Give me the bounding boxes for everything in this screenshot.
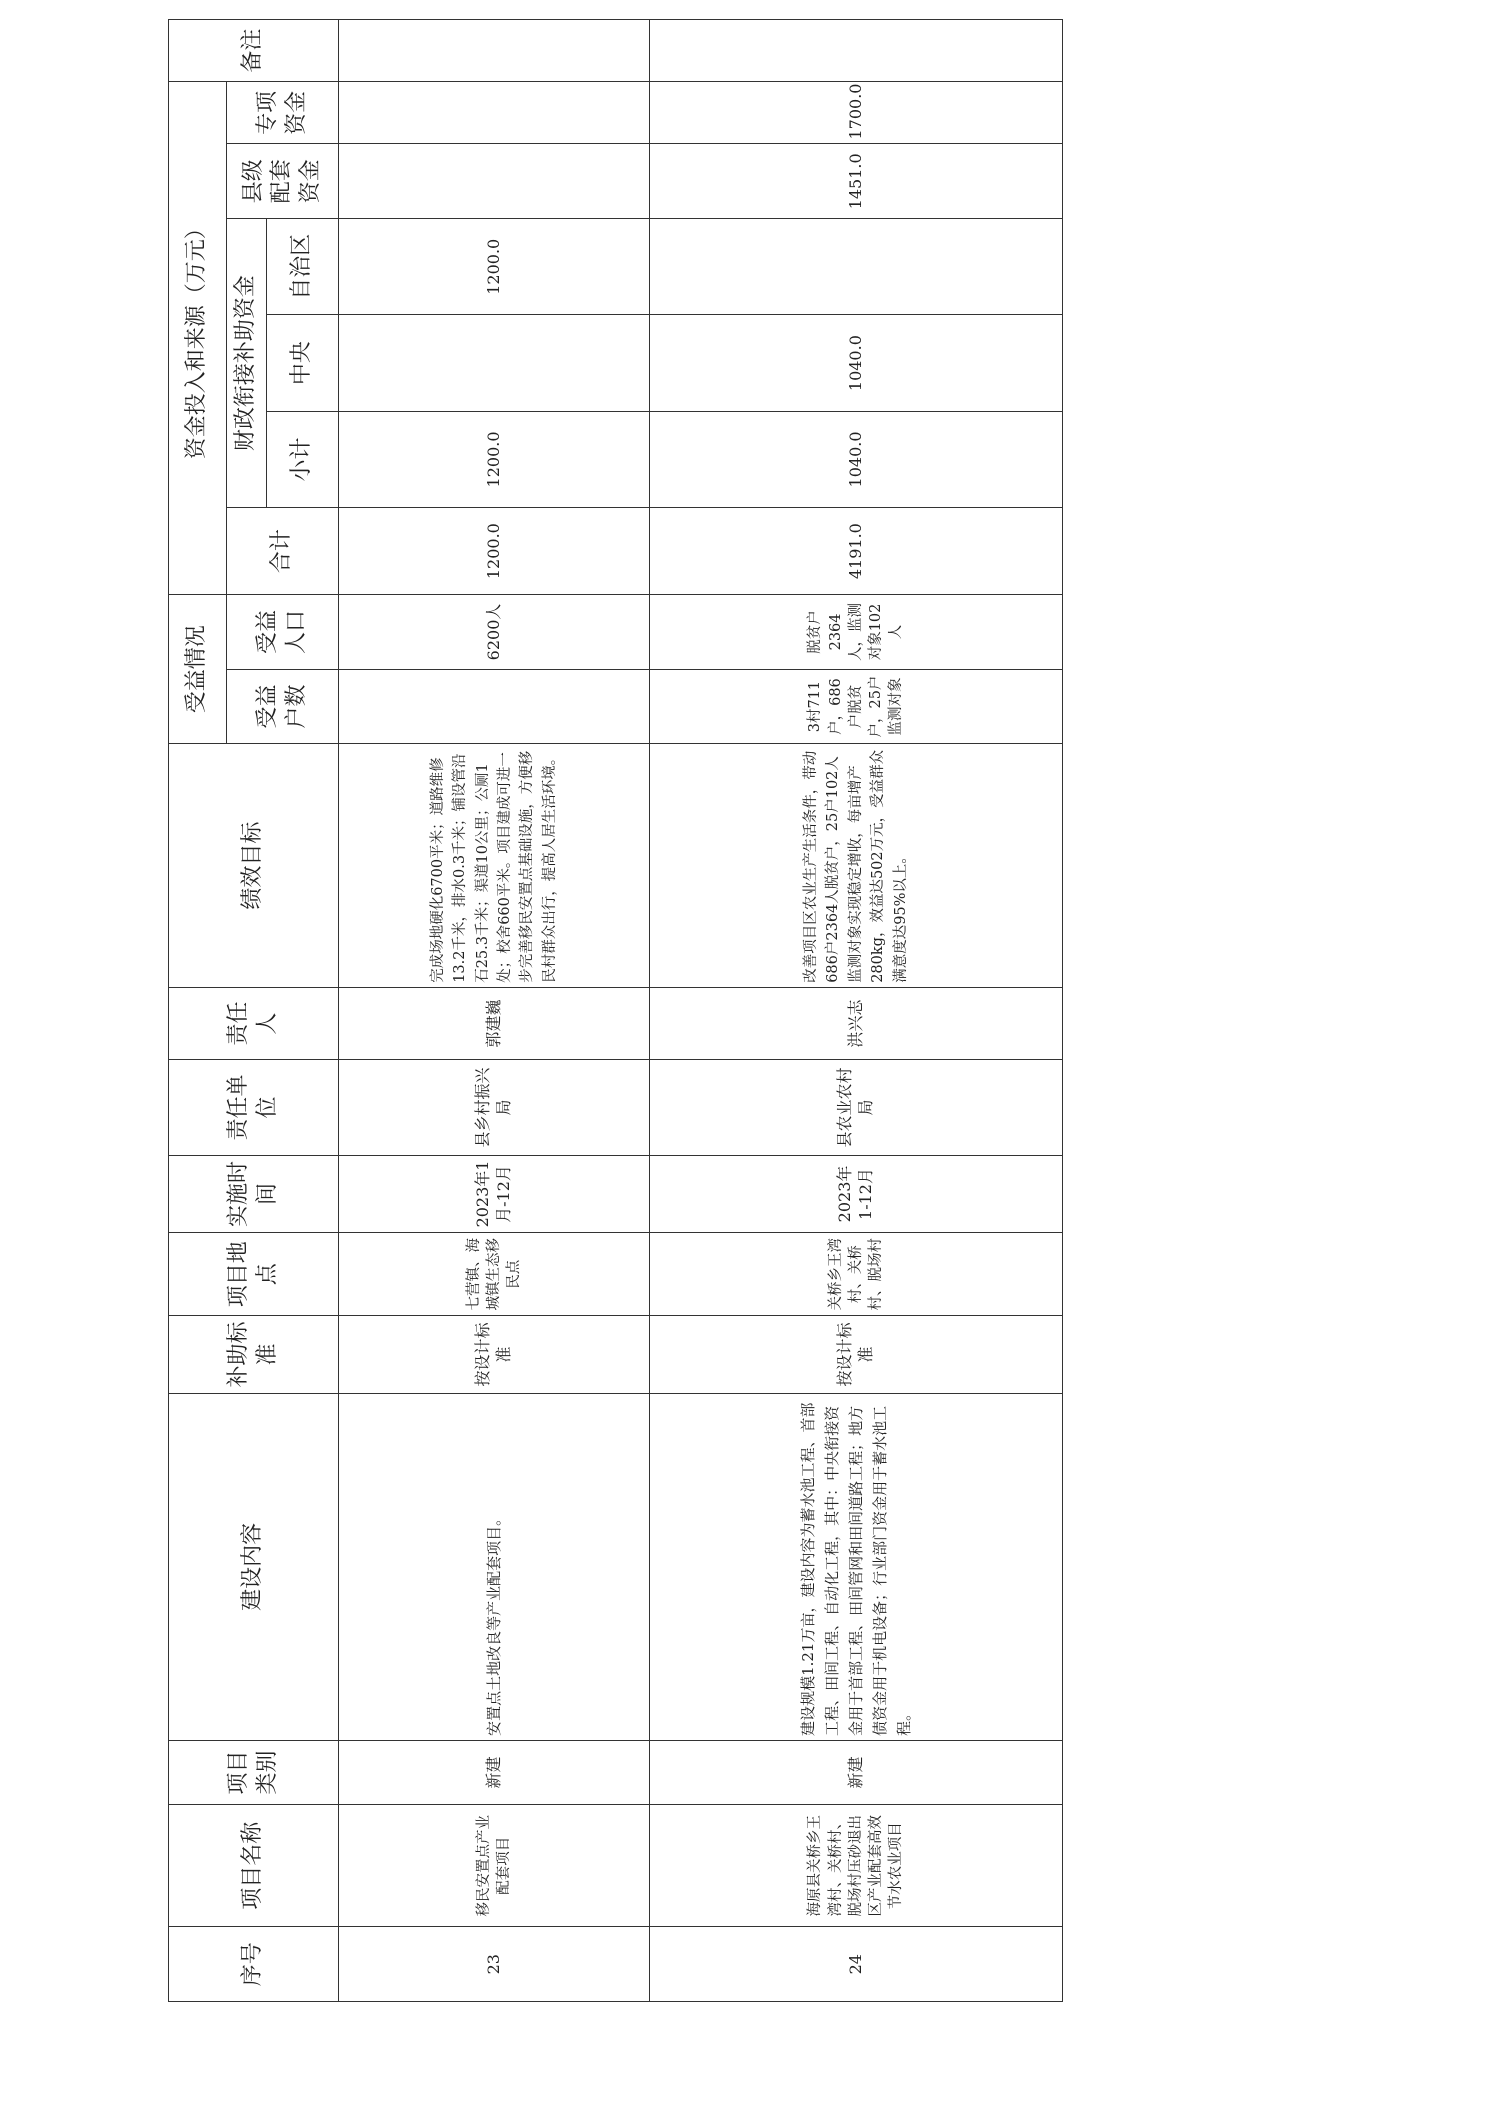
header-subsidy-standard: 补助标准 xyxy=(169,1316,339,1394)
header-remarks: 备注 xyxy=(169,20,339,82)
header-performance: 绩效目标 xyxy=(169,744,339,987)
row-performance: 改善项目区农业生产生活条件，带动686户2364人脱贫户，25户102人监测对象实现稳定增收，每亩增产280kg，效益达502万元，受益群众满意度达95%以上。 xyxy=(650,744,1063,987)
header-benefit: 受益情况 xyxy=(169,595,227,744)
header-name: 项目名称 xyxy=(169,1805,339,1927)
header-content: 建设内容 xyxy=(169,1393,339,1740)
header-person: 责任人 xyxy=(169,987,339,1060)
header-central: 中央 xyxy=(267,315,339,411)
header-autonomous: 自治区 xyxy=(267,219,339,315)
row-category: 新建 xyxy=(339,1740,650,1804)
row-unit: 县乡村振兴局 xyxy=(339,1060,650,1155)
row-location: 关桥乡王湾村、关桥村、脱场村 xyxy=(650,1233,1063,1316)
row-households: 3村711户，686户脱贫户，25户监测对象 xyxy=(650,669,1063,744)
row-central: 1040.0 xyxy=(650,315,1063,411)
row-name: 海原县关桥乡王湾村、关桥村、脱场村压砂退出区产业配套高效节水农业项目 xyxy=(650,1805,1063,1927)
row-households xyxy=(339,669,650,744)
row-subsidy-standard: 按设计标准 xyxy=(650,1316,1063,1394)
header-location: 项目地点 xyxy=(169,1233,339,1316)
row-population: 脱贫户2364人，监测对象102人 xyxy=(650,595,1063,670)
header-total: 合计 xyxy=(227,508,339,595)
header-fiscal-subsidy: 财政衔接补助资金 xyxy=(227,219,267,508)
header-county-funds: 县级配套资金 xyxy=(227,144,339,219)
project-table xyxy=(168,19,1063,2002)
row-unit: 县农业农村局 xyxy=(650,1060,1063,1155)
header-time: 实施时间 xyxy=(169,1155,339,1233)
row-county xyxy=(339,144,650,219)
row-total: 4191.0 xyxy=(650,508,1063,595)
row-subsidy-standard: 按设计标准 xyxy=(339,1316,650,1394)
row-central xyxy=(339,315,650,411)
row-subtotal: 1040.0 xyxy=(650,411,1063,507)
row-performance: 完成场地硬化6700平米；道路维修13.2千米，排水0.3千米；铺设管沿石25.3千米；渠道10公里；公厕1处；校舍660平米。项目建成可进一步完善移民安置点基础设施，方便移民村群众出行，提高人居生活环境。 xyxy=(339,744,650,987)
header-special-funds: 专项资金 xyxy=(227,82,339,144)
row-autonomous: 1200.0 xyxy=(339,219,650,315)
header-subtotal: 小计 xyxy=(267,411,339,507)
row-remarks xyxy=(339,20,650,82)
row-category: 新建 xyxy=(650,1740,1063,1804)
row-remarks xyxy=(650,20,1063,82)
table-row xyxy=(339,20,650,2002)
row-subtotal: 1200.0 xyxy=(339,411,650,507)
row-time: 2023年1月-12月 xyxy=(339,1155,650,1233)
row-seq: 23 xyxy=(339,1927,650,2002)
row-content: 建设规模1.21万亩，建设内容为蓄水池工程、首部工程、田间工程、自动化工程，其中：中央衔接资金用于首部工程、田间管网和田间道路工程；地方债资金用于机电设备；行业部门资金用于蓄水池工程。 xyxy=(650,1393,1063,1740)
row-name: 移民安置点产业配套项目 xyxy=(339,1805,650,1927)
row-special: 1700.0 xyxy=(650,82,1063,144)
row-time: 2023年1-12月 xyxy=(650,1155,1063,1233)
row-autonomous xyxy=(650,219,1063,315)
row-person: 郭建巍 xyxy=(339,987,650,1060)
row-total: 1200.0 xyxy=(339,508,650,595)
row-population: 6200人 xyxy=(339,595,650,670)
header-funds: 资金投入和来源（万元） xyxy=(169,82,227,595)
table-row xyxy=(650,20,1063,2002)
header-benefit-households: 受益户数 xyxy=(227,669,339,744)
row-person: 洪兴志 xyxy=(650,987,1063,1060)
row-content: 安置点土地改良等产业配套项目。 xyxy=(339,1393,650,1740)
header-benefit-population: 受益人口 xyxy=(227,595,339,670)
row-county: 1451.0 xyxy=(650,144,1063,219)
row-location: 七营镇、海城镇生态移民点 xyxy=(339,1233,650,1316)
header-category: 项目类别 xyxy=(169,1740,339,1804)
row-special xyxy=(339,82,650,144)
header-unit: 责任单位 xyxy=(169,1060,339,1155)
row-seq: 24 xyxy=(650,1927,1063,2002)
header-seq: 序号 xyxy=(169,1927,339,2002)
